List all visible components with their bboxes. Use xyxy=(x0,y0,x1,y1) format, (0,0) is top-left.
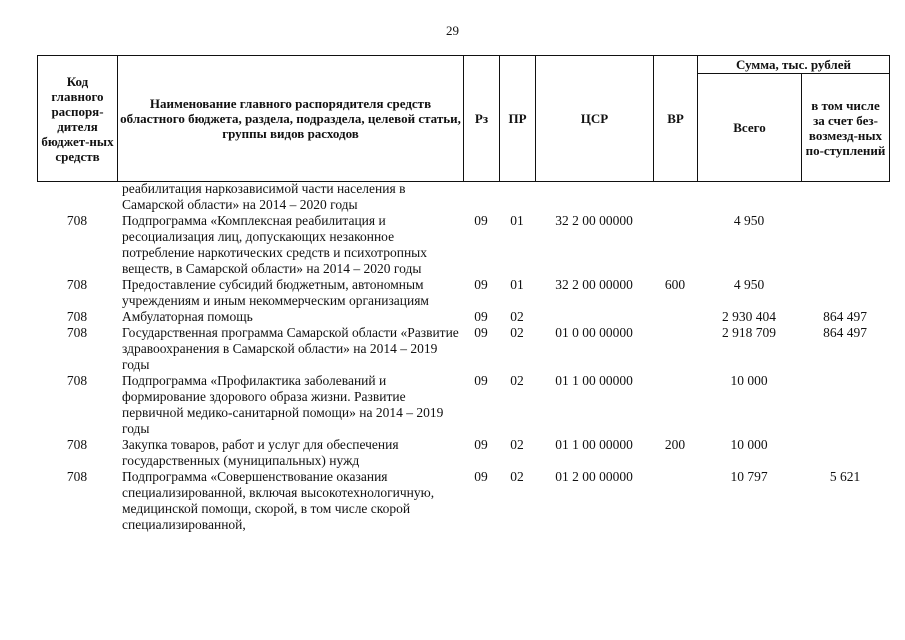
cell-vr xyxy=(653,325,697,373)
cell-free: 5 621 xyxy=(829,469,861,484)
cell-rz xyxy=(463,181,499,213)
cell-total: 4 950 xyxy=(733,213,765,228)
cell-rz: 09 xyxy=(474,373,488,388)
header-name: Наименование главного распорядителя средств областного бюджета, раздела, подраздела, целевой статьи, группы видов расходов xyxy=(118,56,464,182)
cell-free xyxy=(801,373,889,437)
cell-csr xyxy=(535,181,653,213)
cell-pr: 02 xyxy=(510,437,524,452)
cell-vr: 600 xyxy=(664,277,686,292)
cell-code: 708 xyxy=(66,213,88,228)
cell-code xyxy=(37,181,117,213)
cell-csr: 01 0 00 00000 xyxy=(555,325,633,340)
cell-free: 864 497 xyxy=(823,309,867,324)
cell-free xyxy=(801,181,889,213)
cell-name: Подпрограмма «Совершенствование оказания специализированной, включая высокотехнологичную, медицинской помощи, скорой, в том числе скорой специализированной, xyxy=(122,469,435,532)
cell-code: 708 xyxy=(66,325,88,340)
cell-total: 4 950 xyxy=(733,277,765,292)
cell-rz: 09 xyxy=(474,213,488,228)
cell-csr: 01 1 00 00000 xyxy=(555,373,633,388)
cell-name: Государственная программа Самарской области «Развитие здравоохранения в Самарской области» на 2014 – 2019 годы xyxy=(122,325,459,372)
table-row xyxy=(37,325,889,373)
cell-rz: 09 xyxy=(474,437,488,452)
table-row xyxy=(37,213,889,277)
table-body xyxy=(37,181,889,533)
cell-vr xyxy=(653,181,697,213)
table-row xyxy=(37,309,889,325)
cell-csr: 01 1 00 00000 xyxy=(555,437,633,452)
cell-name: Амбулаторная помощь xyxy=(122,309,253,324)
cell-total: 10 000 xyxy=(730,373,768,388)
table-header xyxy=(37,55,890,182)
cell-pr: 02 xyxy=(510,325,524,340)
cell-pr xyxy=(499,181,535,213)
cell-csr: 32 2 00 00000 xyxy=(555,277,633,292)
header-sum: Сумма, тыс. рублей xyxy=(698,56,890,74)
cell-total: 10 797 xyxy=(730,469,768,484)
table-row xyxy=(37,181,889,213)
cell-name: реабилитация наркозависимой части населения в Самарской области» на 2014 – 2020 годы xyxy=(122,181,406,212)
cell-code: 708 xyxy=(66,469,88,484)
cell-pr: 01 xyxy=(510,213,524,228)
cell-csr xyxy=(535,309,653,325)
cell-vr: 200 xyxy=(664,437,686,452)
table-row xyxy=(37,277,889,309)
header-free: в том числе за счет без-возмезд-ных по-ступлений xyxy=(802,74,890,182)
cell-rz: 09 xyxy=(474,469,488,484)
header-code: Код главного распоря-дителя бюджет-ных средств xyxy=(38,56,118,182)
cell-total: 2 930 404 xyxy=(722,309,776,324)
cell-free xyxy=(801,277,889,309)
cell-rz: 09 xyxy=(474,309,488,324)
page-number: 29 xyxy=(446,23,459,38)
header-vr: ВР xyxy=(654,56,698,182)
cell-name: Закупка товаров, работ и услуг для обеспечения государственных (муниципальных) нужд xyxy=(122,437,399,468)
cell-code: 708 xyxy=(66,309,88,324)
cell-rz: 09 xyxy=(474,325,488,340)
cell-rz: 09 xyxy=(474,277,488,292)
cell-vr xyxy=(653,309,697,325)
header-rz: Рз xyxy=(464,56,500,182)
cell-free: 864 497 xyxy=(823,325,867,340)
cell-code: 708 xyxy=(66,277,88,292)
cell-code: 708 xyxy=(66,373,88,388)
cell-name: Подпрограмма «Профилактика заболеваний и формирование здорового образа жизни. Развитие первичной медико-санитарной помощи» на 2014 – 2019 годы xyxy=(122,373,444,436)
cell-vr xyxy=(653,213,697,277)
cell-csr: 01 2 00 00000 xyxy=(555,469,633,484)
cell-total: 2 918 709 xyxy=(722,325,776,340)
header-csr: ЦСР xyxy=(536,56,654,182)
cell-free xyxy=(801,213,889,277)
cell-free xyxy=(801,437,889,469)
cell-name: Предоставление субсидий бюджетным, автономным учреждениям и иным некоммерческим организациям xyxy=(122,277,429,308)
cell-pr: 02 xyxy=(510,373,524,388)
cell-csr: 32 2 00 00000 xyxy=(555,213,633,228)
cell-pr: 02 xyxy=(510,309,524,324)
cell-total xyxy=(697,181,801,213)
cell-code: 708 xyxy=(66,437,88,452)
cell-total: 10 000 xyxy=(730,437,768,452)
table-row xyxy=(37,437,889,469)
cell-vr xyxy=(653,469,697,533)
table-row xyxy=(37,469,889,533)
cell-pr: 02 xyxy=(510,469,524,484)
header-total: Всего xyxy=(698,74,802,182)
cell-pr: 01 xyxy=(510,277,524,292)
header-pr: ПР xyxy=(500,56,536,182)
cell-vr xyxy=(653,373,697,437)
cell-name: Подпрограмма «Комплексная реабилитация и ресоциализация лиц, допускающих незаконное потребление наркотических средств и психотропных веществ, в Самарской области» на 2014 – 2020 годы xyxy=(122,213,427,276)
table-row xyxy=(37,373,889,437)
